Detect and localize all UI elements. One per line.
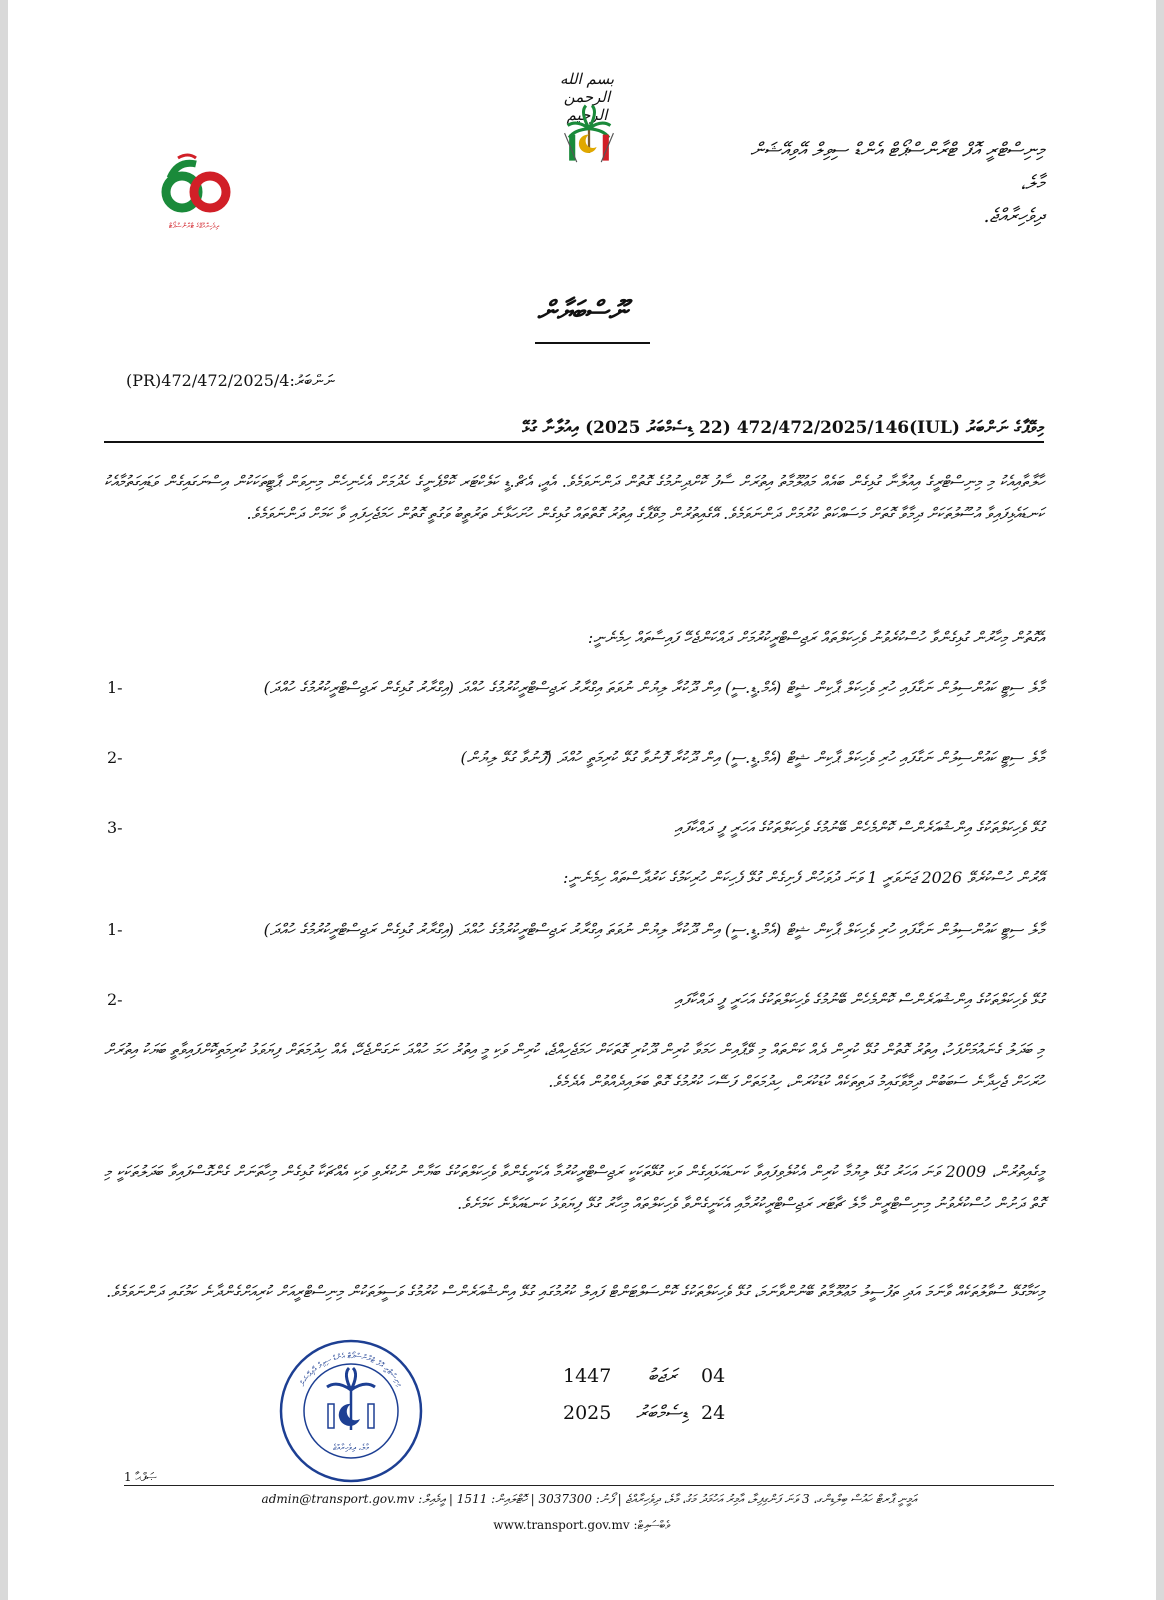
list-item [104,742,1044,774]
list-item [104,984,1044,1016]
footer-website-label: :ވެބްސައިޓް [633,1518,671,1532]
list-item-number: 2- [107,990,123,1009]
footer-contact [124,1492,1054,1507]
reference-number: (PR)472/472/2025/4:ނަންބަރު [126,371,335,390]
footer-divider [124,1485,1054,1486]
list-item [104,812,1044,844]
body-paragraph-4: މިކަމާގުޅޭ ސުވާލުތަކެއް ވާނަމަ އަދި ތަފުސީލު މަޢުލޫމާތު ބޭނުންވާނަމަ، ގުޅޭ ވެހިކަލްތަކުގެ ކޮންސަލްޓަންޓް ފައިލް ކުރުމުގައި ގުޅޭ އިންޝުއަރެންސް ކުރުމުގެ ވަސީލަތަކުން މިނިސްޓްރީއަށް ކުރިއަށްގެންދާނެ ކަމުގައި ދަންނަވަމެވެ. [106,1282,1044,1301]
national-emblem [543,98,635,182]
footer-email[interactable]: admin@transport.gov.mv [261,1492,415,1506]
body-paragraph-1: ހާލާތާއިއެކު މި މިނިސްޓްރީގެ އިއުލާނާ ގުޅިގެން ބައެއް މަޢުލޫމާތު އިތުރަށް ސާފު ކޮށްދިނުމުގެ ގޮތުން ދަންނަވަމެވެ. އެއީ، އެޗް.ޑީ ކަލެކްޓަރ ކޮމްޕެނީގެ ހެދުމަށް އެހެނިހެން މިނިވަން ޕާޓީތަކަކުން އިސްނަގައިގެން ވަޑައިގަތުމާއެކު ކަނޑައެޅިފައިވާ އުސޫލުތަކަށް ދިމާވާ ގޮތަށް މަސައްކަތް ކުރުމަށް ދަންނަވަމެވެ. އޭގެއިތުރުން މިވޭޕާގެ އިތުރު ގޮތްތައް ގުޅިގެން ހުށަހަޅާނެ ތަރުތީބު ވަގުތީ ގޮތުން ހަމަޖެހިފައި ވާ ކަމަށް ދަންނަވަމެވެ. [104,472,1044,523]
bismillah-calligraphy: بسم الله الرحمن الرحيم [559,70,615,124]
list-item-text: މާލެ ސިޓީ ކައުންސިލުން ނަގާފައި ހުރި ވެހިކަލް ޕާކިން ޝީޓް (އެމް.ޑީ.ސީ) އިން ދޫކުރާ ލިޔުން ނުވަތަ އިގްރާރު ރަޖިސްޓްރީކުރުމުގެ ހުއްދަ (އިގްރާރު ގުޅިގެން ރަޖިސްޓްރީކުރުމުގެ ހުއްދަ) [263,678,1044,697]
list-item-number: 1- [107,678,123,697]
footer-website[interactable]: www.transport.gov.mv [493,1518,630,1532]
body-paragraph-3: މީގެއިތުރުން، 2009 ވަނަ އަހަރު ގުޅޭ ލިޔުމާ ކުރިން އެކުލެވިފައިވާ ކަނޑައަޅައިގެން ވަކި ގުޅޭތަކަކީ ރަޖިސްޓްރީކުރުމާ އެކަށީގެންވާ ވެހިކަލްތަކުގެ ބަޔާން ނުކުރެވި ވަކި އެއްޗަކާ ގުޅިގެން މިހާތަނަށް ގެންގޮސްފައިވާ ބަދަލުތަކަކީ މި ގޮތް ދަށުން ހުސްކުރެވުނު މިނިސްޓްރީން މާލެ ޗާޓަރ ރަޖިސްޓްރީކުރުމާއި އެކަށީގެންވާ ވެހިކަލްތައް މިހާރު ގުޅޭ ފިޔަވަޅު ކަނޑައަޅާނެ ކަމަށެވެ. [104,1162,1045,1213]
hijri-date [563,1365,763,1387]
logo-caption: ދިވެހިރާއްޖޭގެ ޓްރާންސްޕޯޓް [168,222,220,230]
list-item-text: މާލެ ސިޓީ ކައުންސިލުން ނަގާފައި ހުރި ވެހިކަލް ޕާކިން ޝީޓް (އެމް.ޑީ.ސީ) އިން ދޫކުރާ ފޮނުވާ ގުޅޭ ކުރިމަތީ ހުއްދަ (ފޮނުވާ ގުޅޭ ލިޔުން) [460,748,1044,767]
ministry-country: ދިވެހިރާއްޖެ. [983,205,1044,227]
list-item-number: 3- [107,818,123,837]
page-number: ޞަފްޙާ 1 [124,1470,157,1484]
footer-website-line [8,1518,1156,1533]
hijri-year: 1447 [563,1365,612,1387]
hijri-month: ރަޖަބު [647,1365,677,1387]
list-item-text: ގުޅޭ ވެހިކަލްތަކުގެ އިންޝުއަރެންސް ކޮންމެހެން ބޭނުމުގެ ވެހިކަލްތަކުގެ އަހަރީ ފީ ދައްކާފައި [674,990,1044,1009]
ministry-city: މާލެ، [1020,172,1044,194]
title-underline [535,342,650,344]
gregorian-date [563,1402,763,1424]
list-item-text: މާލެ ސިޓީ ކައުންސިލުން ނަގާފައި ހުރި ވެހިކަލް ޕާކިން ޝީޓް (އެމް.ޑީ.ސީ) އިން ދޫކުރާ ލިޔުން ނުވަތަ އިގްރާރު ރަޖިސްޓްރީކުރުމުގެ ހުއްދަ (އިގްރާރު ގުޅިގެން ރަޖިސްޓްރީކުރުމުގެ ހުއްދަ) [263,920,1044,939]
ministry-name: މިނިސްޓްރީ އޮފް ޓްރާންސްޕޯޓް އެންޑް ސިވިލް އޭވިއޭޝަން [750,139,1044,161]
gregorian-month: ޑިސެމްބަރު [635,1402,689,1424]
subject-line: މިވޭޕާގެ ނަންބަރު (IUL)472/472/2025/146 (22 ޑިސެމްބަރު 2025) އިއުލާނާ ގުޅޭ [104,418,1044,443]
list-item-number: 2- [107,748,123,767]
list-intro-1: އެގޮތުން މިހާރުން ގުޅިގެންވާ ހުސްކުރެވުނު ވެހިކަލްތައް ރަޖިސްޓްރީކުރުމަށް ދައްކަންޖެހޭ ފައިސާތައް ހިމެނެނީ: [587,628,1044,647]
stamp-location-text: މާލެ، ދިވެހިރާއްޖެ [332,1443,370,1452]
gregorian-year: 2025 [563,1402,612,1424]
document-type-title: ނޫސްބަޔާން [537,296,627,327]
body-paragraph-2: މި ބަދަލު ގެނައުމަށްފަހު، އިތުރު ގޮތުން ގުޅޭ ކުރިން ދެއް ކަންތައް މި ވޭޕާއިން ހަމަވާ ކުރިން ދޫކުރި ގޮތަކަށް ހަމަޖެހިއްޖެ، ކުރިން ވަކި މީ އިތުރު ހަމަ ހުއްދަ ނަގަންޖެހޭ، އެއް ހިދުމަތަށް ފިޔަވަޅު ކުރިމަތިކޮށްފައިވާތީ ބަޔަކު އިތުރަށް ހުރަހަށް ޖެހިދާނެ ސަބަބުން ދިމާވާގައިމު ދަތިތަކެއް ކުޑަކުރަން، ހިދުމަތަށް ފަސޭހަ ކުރުމުގެ ގޮތް ބަލައިދެއްވުން އެދެމެވެ. [104,1040,1044,1091]
list-item-number: 1- [107,920,123,939]
list-intro-2: އޭރުން ހުސްކުރެވޭ 2026 ޖަނަވަރީ 1 ވަނަ ދުވަހުން ފެށިގެން ގުޅޭ ފެހިކަން ހުރިކަމުގެ ކަރުދާސްތައް ހިމެނެނީ: [563,868,1044,887]
official-stamp [278,1338,424,1484]
list-item [104,914,1044,946]
ministry-header [624,134,1044,233]
list-item-text: ގުޅޭ ވެހިކަލްތަކުގެ އިންޝުއަރެންސް ކޮންމެހެން ބޭނުމުގެ ވެހިކަލްތަކުގެ އަހަރީ ފީ ދައްކާފައި [674,818,1044,837]
gregorian-day: 24 [701,1402,726,1424]
stamp-ministry-text: މިނިސްޓްރީ އޮފް ޓްރާންސްޕޯޓް އެންޑް ސިވިލް އޭވިއޭޝަން [297,1350,405,1388]
footer-address: އަމީނީ ޕާރޓް ހައުސް ބިލްޑިންގ، 3 ވަނަ ފަންގިފިލާ، އާމިރު އަހުމަދު މަގު، މާލެ، ދިވެހިރާއްޖެ | ފޯނު: 3037300 | ހޮޓްލައިން: 1511 | އީމެއިލް: [418,1492,917,1506]
hijri-day: 04 [701,1365,726,1387]
anniversary-60-logo [148,148,240,234]
list-item [104,672,1044,704]
